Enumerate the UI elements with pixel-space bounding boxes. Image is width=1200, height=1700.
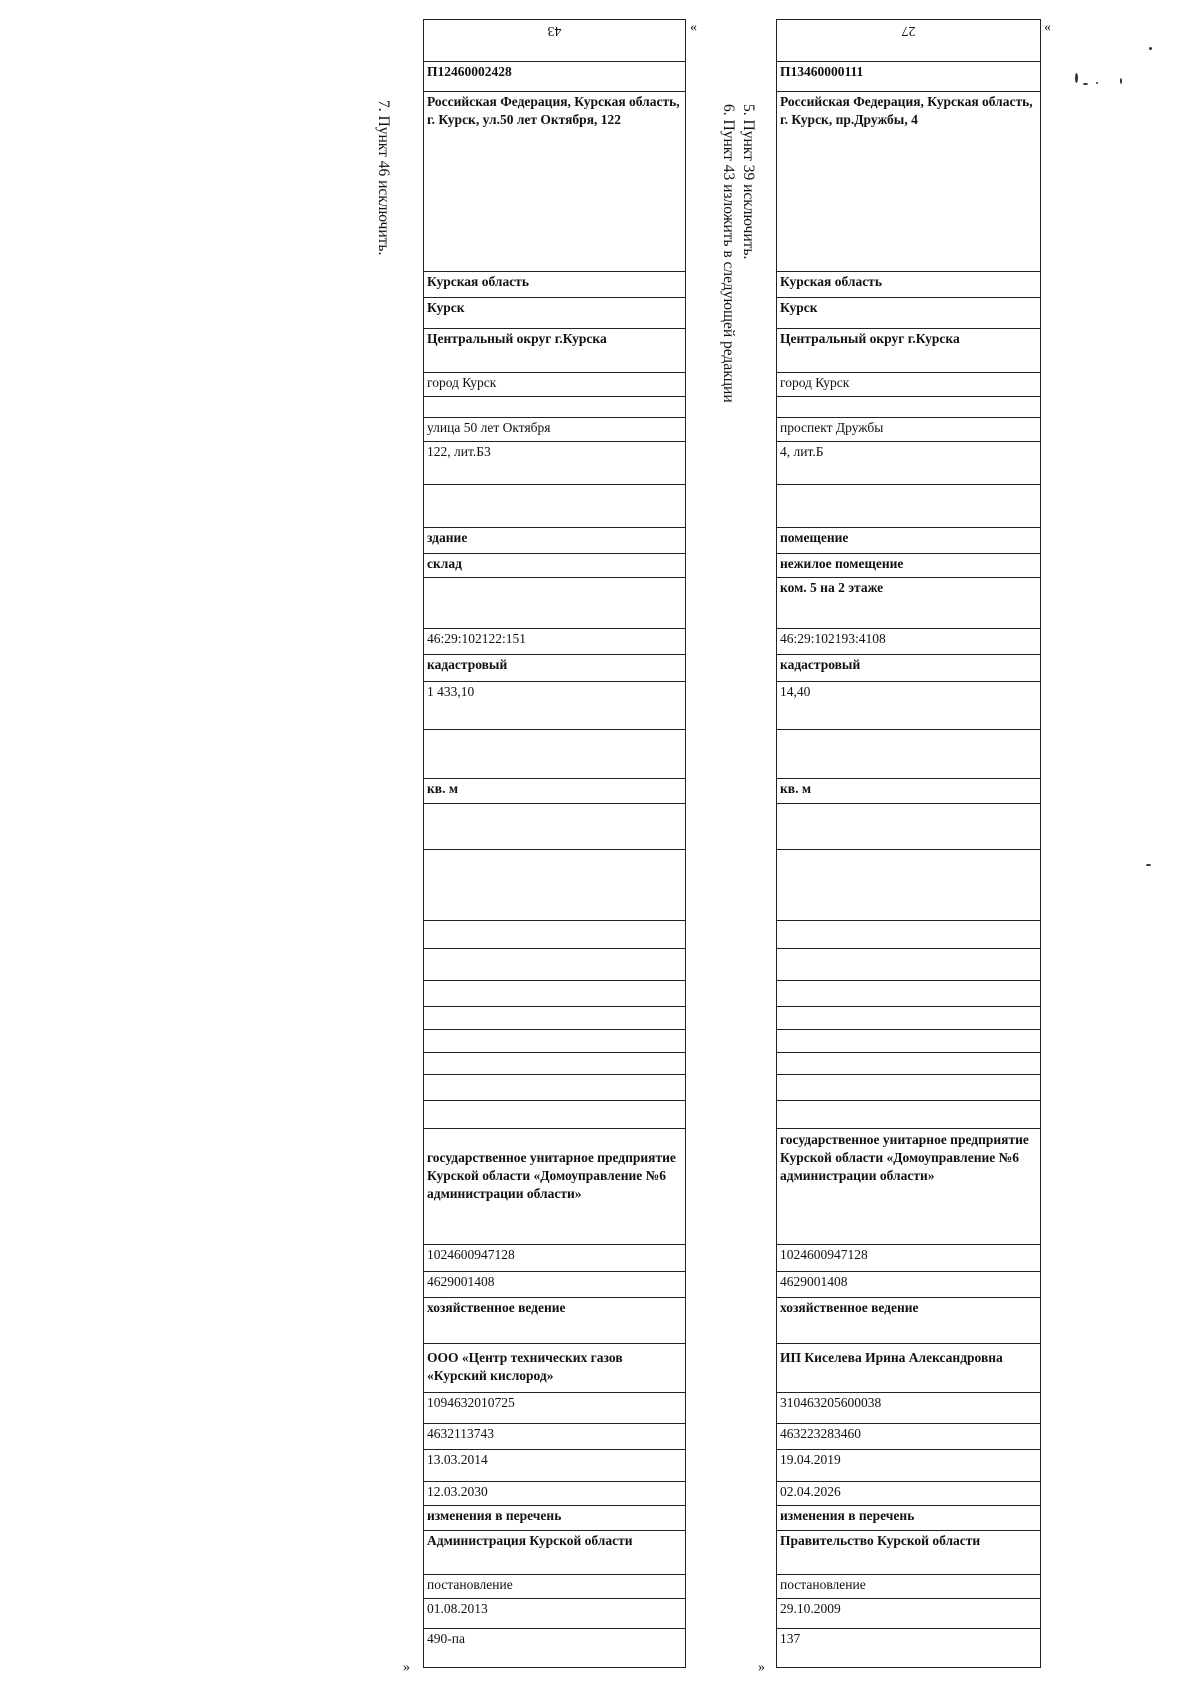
row-number: 27	[777, 20, 1040, 62]
row-end-date: 02.04.2026	[777, 1482, 1040, 1506]
row-cadastral-no: 46:29:102122:151	[424, 629, 685, 655]
row-authority: Администрация Курской области	[424, 1531, 685, 1575]
scan-speck	[1083, 83, 1088, 85]
row-doc-type: постановление	[424, 1575, 685, 1599]
row-street: улица 50 лет Октября	[424, 418, 685, 442]
row-empty	[777, 981, 1040, 1007]
row-empty	[777, 1030, 1040, 1053]
row-empty	[777, 397, 1040, 418]
row-start-date: 19.04.2019	[777, 1450, 1040, 1482]
row-doc-type: постановление	[777, 1575, 1040, 1599]
row-unit: кв. м	[424, 779, 685, 804]
row-holder-ogrn: 1024600947128	[424, 1245, 685, 1272]
row-district: Центральный округ г.Курска	[777, 329, 1040, 373]
holder-text: государственное унитарное предприятие Курской области «Домоуправление №6 администрации области»	[780, 1132, 1029, 1183]
row-empty	[777, 1053, 1040, 1075]
row-empty	[777, 1007, 1040, 1030]
quote-close-left: »	[403, 1660, 410, 1675]
row-tenant-inn: 463223283460	[777, 1424, 1040, 1450]
quote-close-right: »	[758, 1660, 765, 1675]
row-empty	[424, 730, 685, 779]
tenant-text: ИП Киселева Ирина Александровна	[780, 1350, 1003, 1365]
row-change-type: изменения в перечень	[777, 1506, 1040, 1531]
row-holder	[424, 1129, 685, 1245]
left-record-column	[423, 19, 686, 1668]
row-empty	[424, 1030, 685, 1053]
quote-open-right: «	[1044, 20, 1051, 35]
row-empty	[424, 1053, 685, 1075]
row-region: Курская область	[424, 272, 685, 298]
row-empty	[424, 1075, 685, 1101]
row-street: проспект Дружбы	[777, 418, 1040, 442]
row-object-type: помещение	[777, 528, 1040, 554]
instruction-item7: 7. Пункт 46 исключить.	[375, 100, 392, 256]
instruction-item5: 5. Пункт 39 исключить.	[740, 104, 757, 260]
row-doc-date: 01.08.2013	[424, 1599, 685, 1629]
row-number-type: кадастровый	[424, 655, 685, 682]
row-object-detail: ком. 5 на 2 этаже	[777, 578, 1040, 629]
row-empty	[777, 1075, 1040, 1101]
right-record-column	[776, 19, 1041, 1668]
row-registry-no: П12460002428	[424, 62, 685, 92]
row-holder-inn: 4629001408	[424, 1272, 685, 1298]
row-tenant-inn: 4632113743	[424, 1424, 685, 1450]
row-doc-date: 29.10.2009	[777, 1599, 1040, 1629]
row-doc-no: 490-па	[427, 1631, 465, 1646]
scan-speck	[1146, 864, 1151, 866]
row-district: Центральный округ г.Курска	[424, 329, 685, 373]
scan-speck	[1120, 78, 1122, 84]
row-empty	[777, 949, 1040, 981]
quote-open-left: «	[690, 20, 697, 35]
scan-speck	[1096, 82, 1098, 84]
row-tenant	[424, 1344, 685, 1393]
row-start-date: 13.03.2014	[424, 1450, 685, 1482]
row-empty	[424, 921, 685, 949]
row-cadastral-no: 46:29:102193:4108	[777, 629, 1040, 655]
row-empty	[424, 804, 685, 850]
row-empty	[424, 850, 685, 921]
row-city: Курск	[424, 298, 685, 329]
row-registry-no: П13460000111	[777, 62, 1040, 92]
tenant-text: ООО «Центр технических газов «Курский кислород»	[427, 1350, 623, 1383]
row-holder-ogrn: 1024600947128	[777, 1245, 1040, 1272]
row-empty	[777, 804, 1040, 850]
row-empty	[424, 1101, 685, 1129]
row-end-date: 12.03.2030	[424, 1482, 685, 1506]
row-address: Российская Федерация, Курская область, г. Курск, пр.Дружбы, 4	[777, 92, 1040, 272]
row-empty	[777, 730, 1040, 779]
row-authority: Правительство Курской области	[777, 1531, 1040, 1575]
instruction-item6: 6. Пункт 43 изложить в следующей редакции	[720, 104, 737, 403]
row-empty	[424, 981, 685, 1007]
scan-speck	[1149, 47, 1152, 50]
holder-text: государственное унитарное предприятие Курской области «Домоуправление №6 администрации области»	[427, 1150, 676, 1201]
row-number-type: кадастровый	[777, 655, 1040, 682]
row-city: Курск	[777, 298, 1040, 329]
scan-speck	[1075, 73, 1078, 83]
row-empty	[424, 485, 685, 528]
row-empty	[777, 485, 1040, 528]
row-empty	[424, 397, 685, 418]
row-right-type: хозяйственное ведение	[424, 1298, 685, 1344]
row-holder	[777, 1129, 1040, 1245]
row-house: 122, лит.Б3	[424, 442, 685, 485]
row-tenant-ogrn: 310463205600038	[777, 1393, 1040, 1424]
row-empty	[424, 949, 685, 981]
row-tenant	[777, 1344, 1040, 1393]
row-unit: кв. м	[777, 779, 1040, 804]
row-area-value: 14,40	[777, 682, 1040, 730]
row-empty	[777, 1101, 1040, 1129]
row-tenant-ogrn: 1094632010725	[424, 1393, 685, 1424]
row-address: Российская Федерация, Курская область, г. Курск, ул.50 лет Октября, 122	[424, 92, 685, 272]
row-house: 4, лит.Б	[777, 442, 1040, 485]
row-settlement: город Курск	[424, 373, 685, 397]
row-empty	[777, 850, 1040, 921]
row-change-type: изменения в перечень	[424, 1506, 685, 1531]
row-area-value: 1 433,10	[424, 682, 685, 730]
row-object-name: нежилое помещение	[777, 554, 1040, 578]
row-right-type: хозяйственное ведение	[777, 1298, 1040, 1344]
row-doc-no: 137	[780, 1631, 801, 1646]
row-object-type: здание	[424, 528, 685, 554]
row-settlement: город Курск	[777, 373, 1040, 397]
row-object-detail	[424, 578, 685, 629]
row-region: Курская область	[777, 272, 1040, 298]
row-object-name: склад	[424, 554, 685, 578]
row-empty	[777, 921, 1040, 949]
row-number: 43	[424, 20, 685, 62]
row-empty	[424, 1007, 685, 1030]
row-holder-inn: 4629001408	[777, 1272, 1040, 1298]
